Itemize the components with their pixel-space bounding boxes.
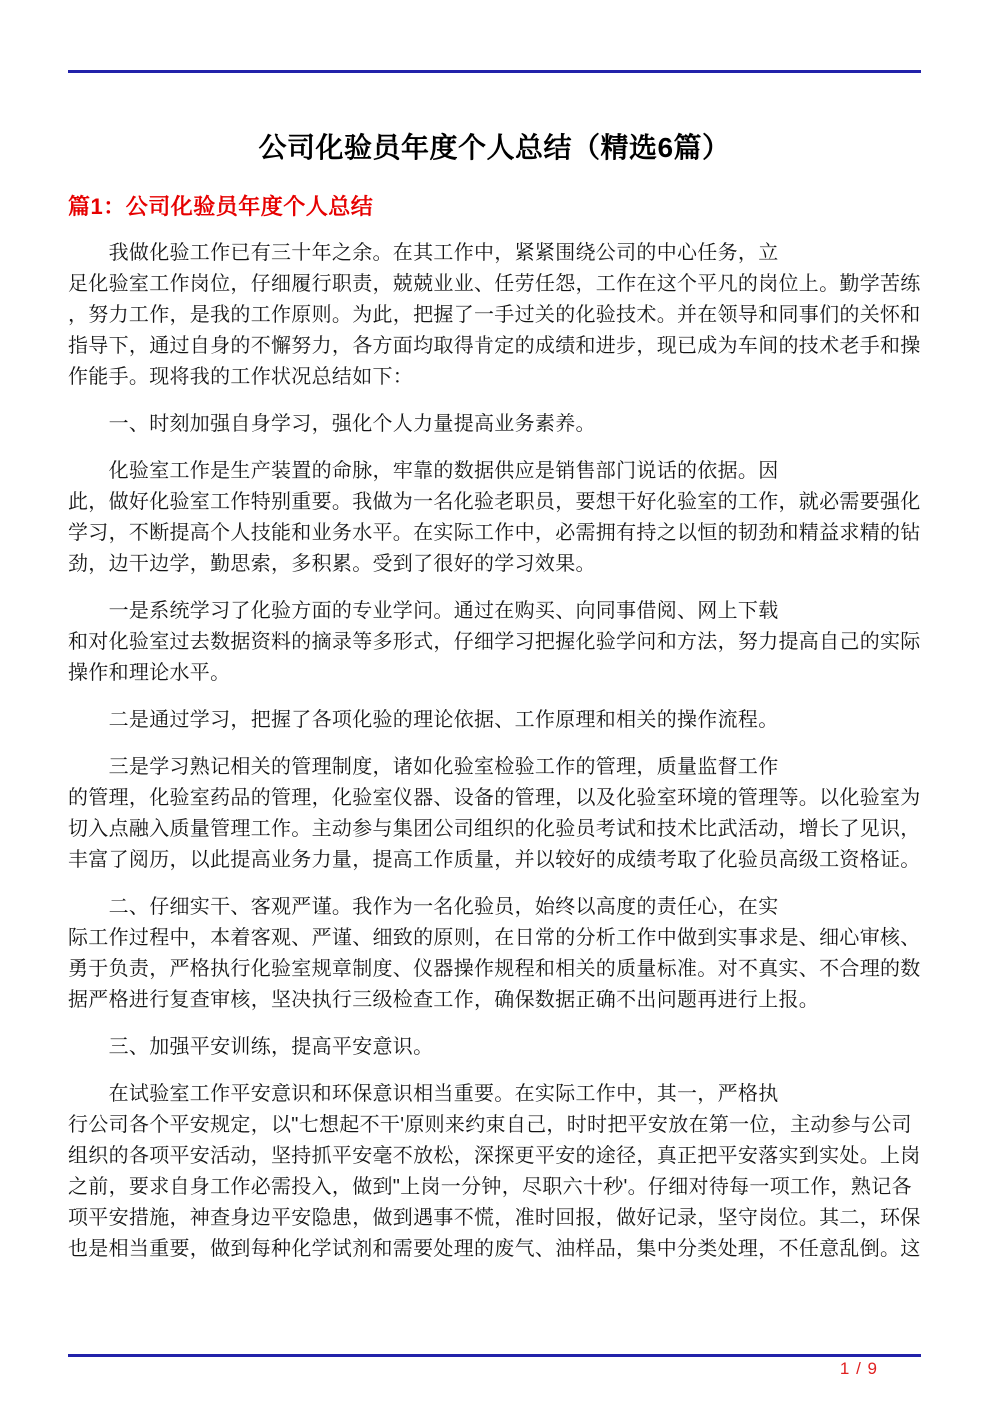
document-title: 公司化验员年度个人总结（精选6篇） (258, 132, 731, 163)
text-line: 二是通过学习，把握了各项化验的理论依据、工作原理和相关的操作流程。 (68, 709, 779, 731)
text-line: 的管理，化验室药品的管理，化验室仪器、设备的管理，以及化验室环境的管理等。以化验室为 (68, 787, 921, 809)
paragraph (68, 596, 924, 689)
text-line: 学习，不断提高个人技能和业务水平。在实际工作中，必需拥有持之以恒的韧劲和精益求精的钻 (68, 522, 921, 544)
text-line: 行公司各个平安规定，以"七想起不干'原则来约束自己，时时把平安放在第一位，主动参与公司 (68, 1114, 912, 1136)
text-line: 在试验室工作平安意识和环保意识相当重要。在实际工作中，其一，严格执 (68, 1083, 779, 1105)
text-line: ，努力工作，是我的工作原则。为此，把握了一手过关的化验技术。并在领导和同事们的关怀和 (68, 304, 921, 326)
paragraph (68, 705, 924, 736)
text-line: 组织的各项平安活动，坚持抓平安毫不放松，深探更平安的途径，真正把平安落实到实处。上岗 (68, 1145, 921, 1167)
text-line: 作能手。现将我的工作状况总结如下： (68, 366, 414, 388)
text-line: 三是学习熟记相关的管理制度，诸如化验室检验工作的管理，质量监督工作 (68, 756, 779, 778)
text-line: 二、仔细实干、客观严谨。我作为一名化验员，始终以高度的责任心，在实 (68, 896, 779, 918)
text-line: 之前，要求自身工作必需投入，做到"上岗一分钟，尽职六十秒'。仔细对待每一项工作，熟记各 (68, 1176, 912, 1198)
text-line: 此，做好化验室工作特别重要。我做为一名化验老职员，要想干好化验室的工作，就必需要强化 (68, 491, 921, 513)
text-line: 指导下，通过自身的不懈努力，各方面均取得肯定的成绩和进步，现已成为车间的技术老手和操 (68, 335, 921, 357)
text-line: 操作和理论水平。 (68, 662, 231, 684)
text-line: 劲，边干边学，勤思索，多积累。受到了很好的学习效果。 (68, 553, 596, 575)
text-line: 化验室工作是生产装置的命脉，牢靠的数据供应是销售部门说话的依据。因 (68, 460, 779, 482)
text-line: 切入点融入质量管理工作。主动参与集团公司组织的化验员考试和技术比武活动，增长了见识， (68, 818, 921, 840)
text-line: 也是相当重要，做到每种化学试剂和需要处理的废气、油样品，集中分类处理，不任意乱倒。这 (68, 1238, 921, 1260)
top-divider (68, 70, 921, 73)
text-line: 三、加强平安训练，提高平安意识。 (68, 1036, 434, 1058)
paragraph (68, 409, 924, 440)
text-line: 足化验室工作岗位，仔细履行职责，兢兢业业、任劳任怨，工作在这个平凡的岗位上。勤学苦练 (68, 273, 921, 295)
body-paragraphs (68, 238, 924, 1281)
text-line: 勇于负责，严格执行化验室规章制度、仪器操作规程和相关的质量标准。对不真实、不合理的数 (68, 958, 921, 980)
section-1-heading: 篇1：公司化验员年度个人总结 (68, 194, 374, 219)
bottom-divider (68, 1354, 921, 1357)
page-number: 1 / 9 (839, 1359, 878, 1378)
text-line: 和对化验室过去数据资料的摘录等多形式，仔细学习把握化验学问和方法，努力提高自己的实际 (68, 631, 921, 653)
paragraph (68, 1079, 924, 1265)
text-line: 项平安措施，神查身边平安隐患，做到遇事不慌，准时回报，做好记录，坚守岗位。其二，环保 (68, 1207, 921, 1229)
paragraph (68, 456, 924, 580)
text-line: 我做化验工作已有三十年之余。在其工作中，紧紧围绕公司的中心任务，立 (68, 242, 779, 264)
text-line: 一、时刻加强自身学习，强化个人力量提高业务素养。 (68, 413, 596, 435)
text-line: 一是系统学习了化验方面的专业学问。通过在购买、向同事借阅、网上下载 (68, 600, 779, 622)
paragraph (68, 238, 924, 393)
paragraph (68, 1032, 924, 1063)
text-line: 际工作过程中，本着客观、严谨、细致的原则，在日常的分析工作中做到实事求是、细心审核、 (68, 927, 921, 949)
text-line: 据严格进行复查审核，坚决执行三级检查工作，确保数据正确不出问题再进行上报。 (68, 989, 820, 1011)
paragraph (68, 892, 924, 1016)
text-line: 丰富了阅历，以此提高业务力量，提高工作质量，并以较好的成绩考取了化验员高级工资格证。 (68, 849, 921, 871)
paragraph (68, 752, 924, 876)
